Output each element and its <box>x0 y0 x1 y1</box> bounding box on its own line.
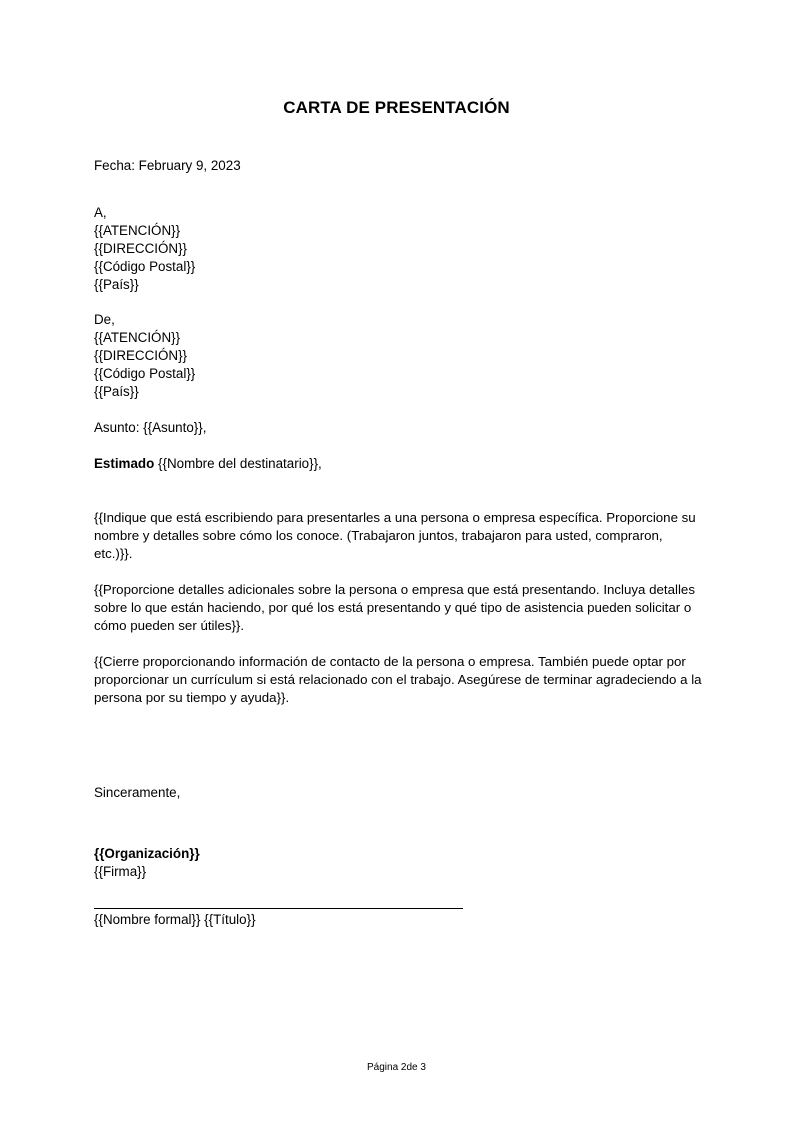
recipient-country: {{País}} <box>94 277 139 292</box>
sender-country: {{País}} <box>94 384 139 399</box>
signature-line <box>94 908 463 909</box>
body-paragraph-1: {{Indique que está escribiendo para presentarles a una persona o empresa específica. Proporcione su nombre y detalles sobre cómo los conoce. (Trabajaron juntos, trabajaron para usted, compraron, etc.)}}. <box>94 510 696 561</box>
sender-address: {{DIRECCIÓN}} <box>94 348 188 363</box>
recipient-address-block <box>94 204 704 294</box>
page-number: Página 2de 3 <box>367 1062 426 1073</box>
document-title: CARTA DE PRESENTACIÓN <box>283 98 510 117</box>
salutation-greeting: Estimado <box>94 456 155 471</box>
recipient-address: {{DIRECCIÓN}} <box>94 241 188 256</box>
closing: Sinceramente, <box>94 785 181 800</box>
recipient-heading: A, <box>94 205 107 220</box>
sender-address-block <box>94 311 704 401</box>
sender-postal-code: {{Código Postal}} <box>94 366 196 381</box>
body-paragraph-2: {{Proporcione detalles adicionales sobre la persona o empresa que está presentando. Incluya detalles sobre lo que están haciendo, por qué los está presentando y qué tipo de asistencia pueden solicitar o cómo pueden ser útiles}}. <box>94 582 695 633</box>
date-line: Fecha: February 9, 2023 <box>94 158 241 173</box>
subject-line: Asunto: {{Asunto}}, <box>94 420 207 435</box>
recipient-postal-code: {{Código Postal}} <box>94 259 196 274</box>
name-and-title: {{Nombre formal}} {{Título}} <box>94 912 256 927</box>
sender-attention: {{ATENCIÓN}} <box>94 330 181 345</box>
signature-placeholder: {{Firma}} <box>94 864 147 879</box>
salutation-recipient: {{Nombre del destinatario}}, <box>154 456 322 471</box>
body-paragraph-3: {{Cierre proporcionando información de contacto de la persona o empresa. También puede optar por proporcionar un currículum si está relacionado con el trabajo. Asegúrese de terminar agradeciendo a la persona por su tiempo y ayuda}}. <box>94 654 702 705</box>
organization-name: {{Organización}} <box>94 846 200 861</box>
sender-heading: De, <box>94 312 115 327</box>
salutation <box>94 455 704 473</box>
recipient-attention: {{ATENCIÓN}} <box>94 223 181 238</box>
